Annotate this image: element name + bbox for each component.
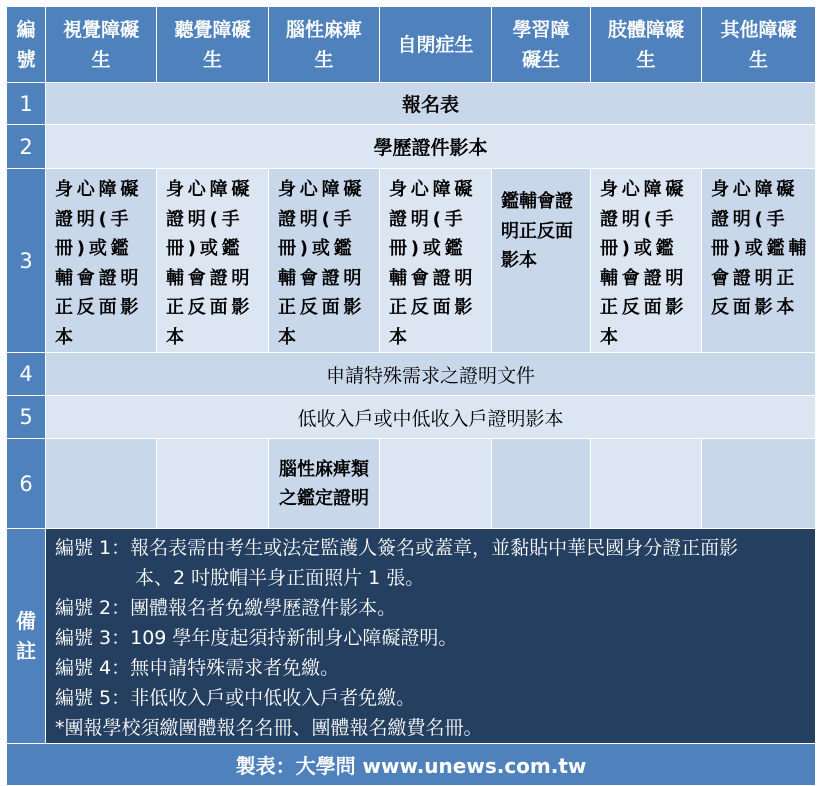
column-header-line: 生 <box>202 48 222 71</box>
row-number: 1 <box>7 83 46 125</box>
remarks-label-line: 備 <box>16 609 36 633</box>
table-row <box>7 169 816 353</box>
column-header-line: 視覺障礙 <box>62 18 139 41</box>
remark-line: 編號 3：109 學年度起須持新制身心障礙證明。 <box>55 627 458 649</box>
column-header-cerebral-palsy <box>269 7 380 83</box>
column-header-line: 生 <box>314 48 334 71</box>
remark-line: *團報學校須繳團體報名名冊、團體報名繳費名冊。 <box>55 717 483 739</box>
requirement-cell <box>157 439 269 529</box>
number-header-line: 號 <box>16 48 36 71</box>
row-text-special-needs: 申請特殊需求之證明文件 <box>46 353 816 396</box>
requirements-table <box>6 6 816 786</box>
column-header-line: 礙生 <box>521 48 560 71</box>
remark-line: 編號 2：團體報名者免繳學歷證件影本。 <box>55 597 397 619</box>
column-header-line: 生 <box>91 48 111 71</box>
requirement-cell: 身心障礙證明(手冊)或鑑輔會證明正反面影本 <box>702 169 816 353</box>
column-header-physical <box>591 7 702 83</box>
remarks-label-line: 註 <box>16 639 36 663</box>
remark-line: 編號 5：非低收入戶或中低收入戶者免繳。 <box>55 687 416 709</box>
column-header-line: 自閉症生 <box>397 33 474 56</box>
table-row <box>7 83 816 125</box>
remarks-label <box>7 529 46 744</box>
table-row <box>7 353 816 396</box>
remark-line: 編號 1：報名表需由考生或法定監護人簽名或蓋章，並黏貼中華民國身分證正面影 <box>55 537 739 559</box>
footer-credit: 製表：大學問 www.unews.com.tw <box>7 744 816 786</box>
column-header-hearing <box>157 7 269 83</box>
table-row <box>7 396 816 439</box>
row-number: 2 <box>7 125 46 169</box>
number-header-line: 編 <box>16 18 36 41</box>
requirement-cell: 身心障礙證明(手冊)或鑑輔會證明正反面影本 <box>46 169 157 353</box>
column-header-line: 生 <box>636 48 656 71</box>
column-header-line: 其他障礙 <box>720 18 797 41</box>
row-number: 5 <box>7 396 46 439</box>
column-header-other <box>702 7 816 83</box>
row-text-low-income: 低收入戶或中低收入戶證明影本 <box>46 396 816 439</box>
row-number: 3 <box>7 169 46 353</box>
column-header-line: 腦性麻痺 <box>285 18 362 41</box>
column-header-line: 生 <box>748 48 768 71</box>
row-text-registration-form: 報名表 <box>46 83 816 125</box>
requirement-cell <box>46 439 157 529</box>
table-row <box>7 125 816 169</box>
column-header-line: 學習障 <box>512 18 570 41</box>
requirement-cell: 身心障礙證明(手冊)或鑑輔會證明正反面影本 <box>591 169 702 353</box>
column-header-visual <box>46 7 157 83</box>
remark-line: 本、2 吋脫帽半身正面照片 1 張。 <box>135 567 425 589</box>
remarks-content <box>46 529 816 744</box>
column-header-line: 聽覺障礙 <box>174 18 251 41</box>
requirement-cell: 鑑輔會證明正反面影本 <box>492 169 591 353</box>
remark-line: 編號 4：無申請特殊需求者免繳。 <box>55 657 340 679</box>
requirement-cell: 身心障礙證明(手冊)或鑑輔會證明正反面影本 <box>269 169 380 353</box>
requirement-cell: 身心障礙證明(手冊)或鑑輔會證明正反面影本 <box>157 169 269 353</box>
requirement-cell <box>702 439 816 529</box>
number-header <box>7 7 46 83</box>
table-row <box>7 439 816 529</box>
requirement-cell <box>380 439 492 529</box>
row-number: 6 <box>7 439 46 529</box>
requirement-cell: 腦性麻痺類之鑑定證明 <box>269 439 380 529</box>
requirement-cell <box>492 439 591 529</box>
column-header-learning <box>492 7 591 83</box>
requirement-cell: 身心障礙證明(手冊)或鑑輔會證明正反面影本 <box>380 169 492 353</box>
remarks-row <box>7 529 816 744</box>
header-row <box>7 7 816 83</box>
column-header-line: 肢體障礙 <box>607 18 684 41</box>
footer-row <box>7 744 816 786</box>
requirement-cell <box>591 439 702 529</box>
row-number: 4 <box>7 353 46 396</box>
row-text-education-certificate: 學歷證件影本 <box>46 125 816 169</box>
column-header-autism <box>380 7 492 83</box>
